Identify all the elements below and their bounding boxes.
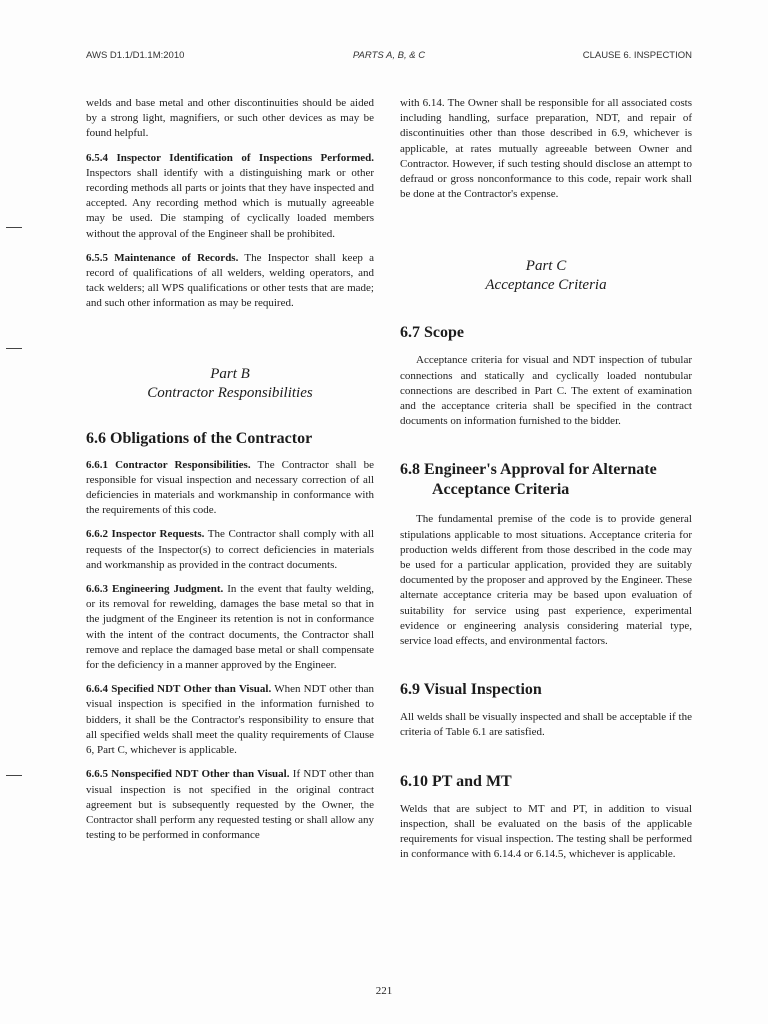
running-header: [86, 50, 692, 66]
paragraph-6-5-4: [86, 151, 374, 242]
paragraph-6-6-3: [86, 582, 374, 673]
part-b-label: Part B: [210, 365, 250, 382]
part-b-title: Contractor Responsibilities: [147, 384, 313, 401]
paragraph-6-7: Acceptance criteria for visual and NDT inspection of tubular connections and statically and cyclically loaded nontubular connections are described in Part C. The extent of examination and the acceptance criteria shall be specified in the contract documents on information furnished to the bidder.: [400, 354, 692, 428]
header-standard-id: AWS D1.1/D1.1M:2010: [86, 50, 185, 61]
margin-mark: [6, 348, 22, 349]
paragraph-heading: 6.5.4 Inspector Identification of Inspections Performed.: [86, 151, 374, 164]
paragraph-heading: 6.5.5 Maintenance of Records.: [86, 251, 239, 264]
section-6-8-title: [400, 460, 692, 500]
paragraph-6-8: The fundamental premise of the code is to provide general stipulations applicable to most situations. Acceptance criteria for production welds different from those described in the code may be used for a particular application, provided they are suitably documented by the proposer and approved by the Engineer. These alternate acceptance criteria may be based upon evaluation of suitability for service using past experience, experimental evidence or engineering analysis considering material type, service load effects, and environmental factors.: [400, 513, 692, 648]
paragraph-6-6-4: [86, 682, 374, 758]
margin-mark: [6, 775, 22, 776]
right-column: [400, 96, 692, 871]
part-c-label: Part C: [525, 258, 567, 275]
paragraph-body: Inspectors shall identify with a distinguishing mark or other recording methods all parts or joints that they have inspected and accepted. Any recording method which is mutually agreeable may be used. Die stamping of cyclically loaded members without the approval of the Engineer shall be prohibited.: [86, 166, 374, 240]
paragraph-6-6-1: [86, 458, 374, 519]
paragraph-body: If NDT other than visual inspection is not specified in the original contract agreement but is subsequently requested by the Owner, the Contractor shall perform any requested testing or shall allow any testing to be performed in conformance: [86, 768, 374, 842]
header-clause: CLAUSE 6. INSPECTION: [582, 50, 692, 61]
paragraph-6-6-2: [86, 527, 374, 573]
paragraph-heading: 6.6.4 Specified NDT Other than Visual.: [86, 683, 272, 696]
section-6-10-title: 6.10 PT and MT: [400, 772, 512, 790]
paragraph-body: The Inspector shall keep a record of qualifications of all welders, welding operators, and tack welders; all WPS qualifications or other tests that are made; and such other information as may be required.: [86, 251, 374, 310]
paragraph-6-6-5: [86, 767, 374, 843]
margin-mark: [6, 227, 22, 228]
left-column: [86, 96, 374, 852]
paragraph-body: In the event that faulty welding, or its removal for rewelding, damages the base metal so that in the judgment of the Engineer its retention is not in conformance with the intent of the contract documents, the Contractor shall remove and replace the damaged base metal or shall compensate for the deficiency in a manner approved by the Engineer.: [86, 583, 375, 672]
paragraph-body: The Contractor shall comply with all requests of the Inspector(s) to correct deficiencies in materials and workmanship as provided in the contract documents.: [86, 528, 375, 571]
section-title-line: 6.8 Engineer's Approval for Alternate: [400, 461, 657, 479]
page-number: 221: [375, 985, 393, 997]
paragraph-heading: 6.6.2 Inspector Requests.: [86, 528, 205, 541]
header-parts: PARTS A, B, & C: [352, 50, 426, 61]
section-6-7-title: 6.7 Scope: [400, 324, 464, 342]
section-6-9-title: 6.9 Visual Inspection: [400, 681, 542, 699]
paragraph-continued: with 6.14. The Owner shall be responsible for all associated costs including handling, surface preparation, NDT, and repair of discontinuities other than those described in 6.9, whichever is applicable, at rates mutually agreeable between Owner and Contractor. However, if such testing should disclose an attempt to defraud or gross nonconformance to this code, repair work shall be done at the Contractor's expense.: [400, 97, 692, 201]
paragraph-body: The Contractor shall be responsible for visual inspection and necessary correction of all deficiencies in materials and workmanship in conformance with the requirements of this code.: [86, 458, 374, 517]
paragraph-6-9: All welds shall be visually inspected and shall be acceptable if the criteria of Table 6.1 are satisfied.: [400, 711, 692, 739]
paragraph-body: When NDT other than visual inspection is specified in the information furnished to bidders, it shall be the Contractor's responsibility to ensure that all specified welds shall meet the quality requirements of Clause 6, Part C, whichever is applicable.: [86, 683, 375, 757]
section-6-6-title: 6.6 Obligations of the Contractor: [86, 429, 313, 447]
paragraph-6-5-5: [86, 251, 374, 312]
paragraph-6-10: Welds that are subject to MT and PT, in addition to visual inspection, shall be evaluated on the basis of the applicable requirements for visual inspection. The testing shall be performed in conformance with 6.14.4 or 6.14.5, whichever is applicable.: [400, 802, 692, 861]
part-c-title: Acceptance Criteria: [485, 277, 607, 294]
paragraph-heading: 6.6.3 Engineering Judgment.: [86, 583, 224, 596]
paragraph-heading: 6.6.1 Contractor Responsibilities.: [86, 458, 251, 471]
section-title-line: Acceptance Criteria: [432, 481, 570, 499]
paragraph-continued: welds and base metal and other discontinuities should be aided by a strong light, magnifiers, or such other devices as may be found helpful.: [86, 97, 374, 140]
paragraph-heading: 6.6.5 Nonspecified NDT Other than Visual.: [86, 768, 290, 781]
